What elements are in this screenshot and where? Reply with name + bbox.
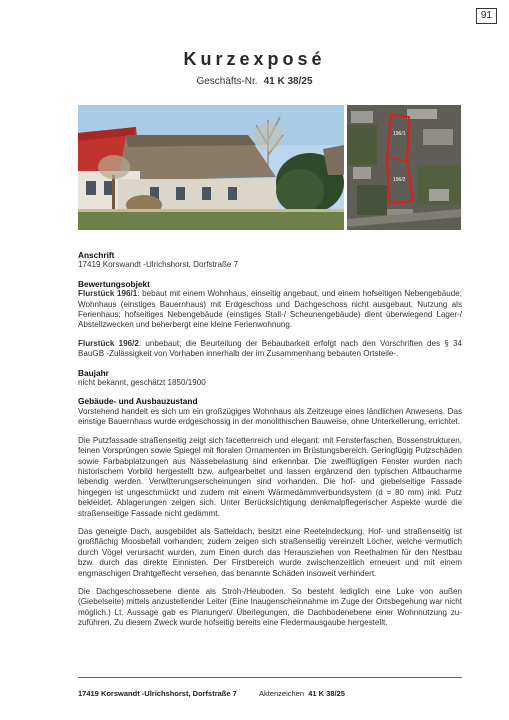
footer-ref-label: Aktenzeichen — [259, 689, 305, 698]
zustand-paragraph-1: Vorstehend handelt es sich um ein großzügiges Wohnhaus als Zeitzeuge eines ländlichen Anwesens. Das einstige Bauernhaus wurde erdgeschossig in der monolithischen Bauweise, ohne Unterkellerung, errichtet. — [78, 406, 462, 427]
svg-text:196/2: 196/2 — [393, 177, 406, 183]
case-reference — [0, 76, 509, 87]
section-heading-anschrift: Anschrift — [78, 250, 115, 260]
case-number: 41 K 38/25 — [263, 76, 313, 87]
zustand-paragraph-2: Die Putzfassade straßenseitig zeigt sich facettenreich und elegant: mit Fensterfaschen, Bossenstrukturen, feinen Vorsprüngen sowie Spiegel mit floralen Ornamenten im Brüstungsbereich. Geringfügig Putzschäden sowie Farbabplatzungen aus Nässebelastung sind erkennbar. Die zweiflügligen Fenster wurden nach historischem Vorbild hergestellt bzw. aufgearbeitet und lassen ergänzend den typischen Altbaucharme lebendig werden. Verwitterungserscheinungen sind vorhanden. Die hof- und giebelseitige Fassade hingegen ist ungeschmückt und zudem mit einem Wärmedämmverbundsystem (d = 80 mm) inkl. Putz bekleidet. Ablagerungen zeigen sich. Unter Berücksichtigung denkmalpflegerischer Aspekte wurde die straßenseitige Fassade nicht gedämmt. — [78, 435, 462, 518]
flurstueck-196-2-text: : unbebaut; die Beurteilung der Bebaubarkeit erfolgt nach den Vorschriften des § 34 BauGB -Zulässigkeit von Vorhaben innerhalb der im Zusammenhang bebauten Ortsteile-. — [78, 338, 462, 359]
page-footer — [78, 689, 462, 698]
flurstueck-196-2-label: Flurstück 196/2 — [78, 338, 139, 348]
case-label: Geschäfts-Nr. — [196, 76, 258, 87]
bewertung-paragraph-1 — [78, 289, 462, 331]
section-heading-zustand: Gebäude- und Ausbauzustand — [78, 396, 198, 407]
footer-ref-value: 41 K 38/25 — [308, 689, 345, 698]
footer-divider — [78, 677, 462, 678]
footer-address: 17419 Korswandt -Ulrichshorst, Dorfstraße 7 — [78, 689, 237, 698]
document-title: Kurzexposé — [183, 49, 326, 69]
svg-text:196/1: 196/1 — [393, 131, 406, 137]
address-text: 17419 Korswandt -Ulrichshorst, Dorfstraße 7 — [78, 260, 239, 270]
baujahr-text: nicht bekannt, geschätzt 1850/1900 — [78, 378, 206, 388]
property-photo — [78, 105, 344, 230]
footer-reference — [259, 689, 345, 698]
page-number: 91 — [476, 8, 497, 24]
zustand-paragraph-3: Das geneigte Dach, ausgebildet als Satteldach, besitzt eine Reeteindeckung. Hof- und straßenseitig ist großflächig Moosbefall vorhanden; zudem zeigen sich straßenseitig vereinzelt Löcher, welche vermutlich durch Vögel verursacht wurden, zum Einen durch das Herausziehen von Reethalmen für den Nestbau bzw. durch das direkte Einnisten. Der Firstbereich wurde zwischenzeitlich erneuert und mit einem engmaschigen Drahtgeflecht versehen, das benannte Schäden insoweit verhindert. — [78, 526, 462, 578]
flurstueck-196-1-label: Flurstück 196/1 — [78, 289, 138, 299]
flurstueck-196-1-text: : bebaut mit einem Wohnhaus, einseitig angebaut, und einem hofseitigen Nebengebäude; Wohnhaus (einstiges Bauernhaus) mit Erdgeschoss und Dachgeschoss nicht ausgebaut, Nutzung als Ferienhaus; hofseitiges Nebengebäude (einstiges Stall-/ Scheunengebäude) dient überwiegend Lager-/ Abstellzwecken und beherbergt eine kleine Ferienwohnung. — [78, 289, 462, 330]
section-heading-baujahr: Baujahr — [78, 367, 109, 378]
zustand-paragraph-4: Die Dachgeschossebene diente als Stroh-/Heuboden. So besteht lediglich eine Luke von außen (Giebelseite) mittels anzustellender Leiter (Eine Inaugenscheinnahme im Zuge der Ortsbegehung war nicht möglich.) Lt. Aussage gab es Planungen/ Überlegungen, die Dachbodenebene einer Wohnnutzung zu-zuführen. Zu diesem Zweck wurde hofseitig bereits eine Fledermausgaube hergestellt. — [78, 586, 462, 628]
bewertung-paragraph-2 — [78, 339, 462, 360]
section-heading-bewertungsobjekt: Bewertungsobjekt — [78, 278, 150, 289]
expose-content — [78, 250, 462, 629]
aerial-map — [347, 105, 461, 230]
